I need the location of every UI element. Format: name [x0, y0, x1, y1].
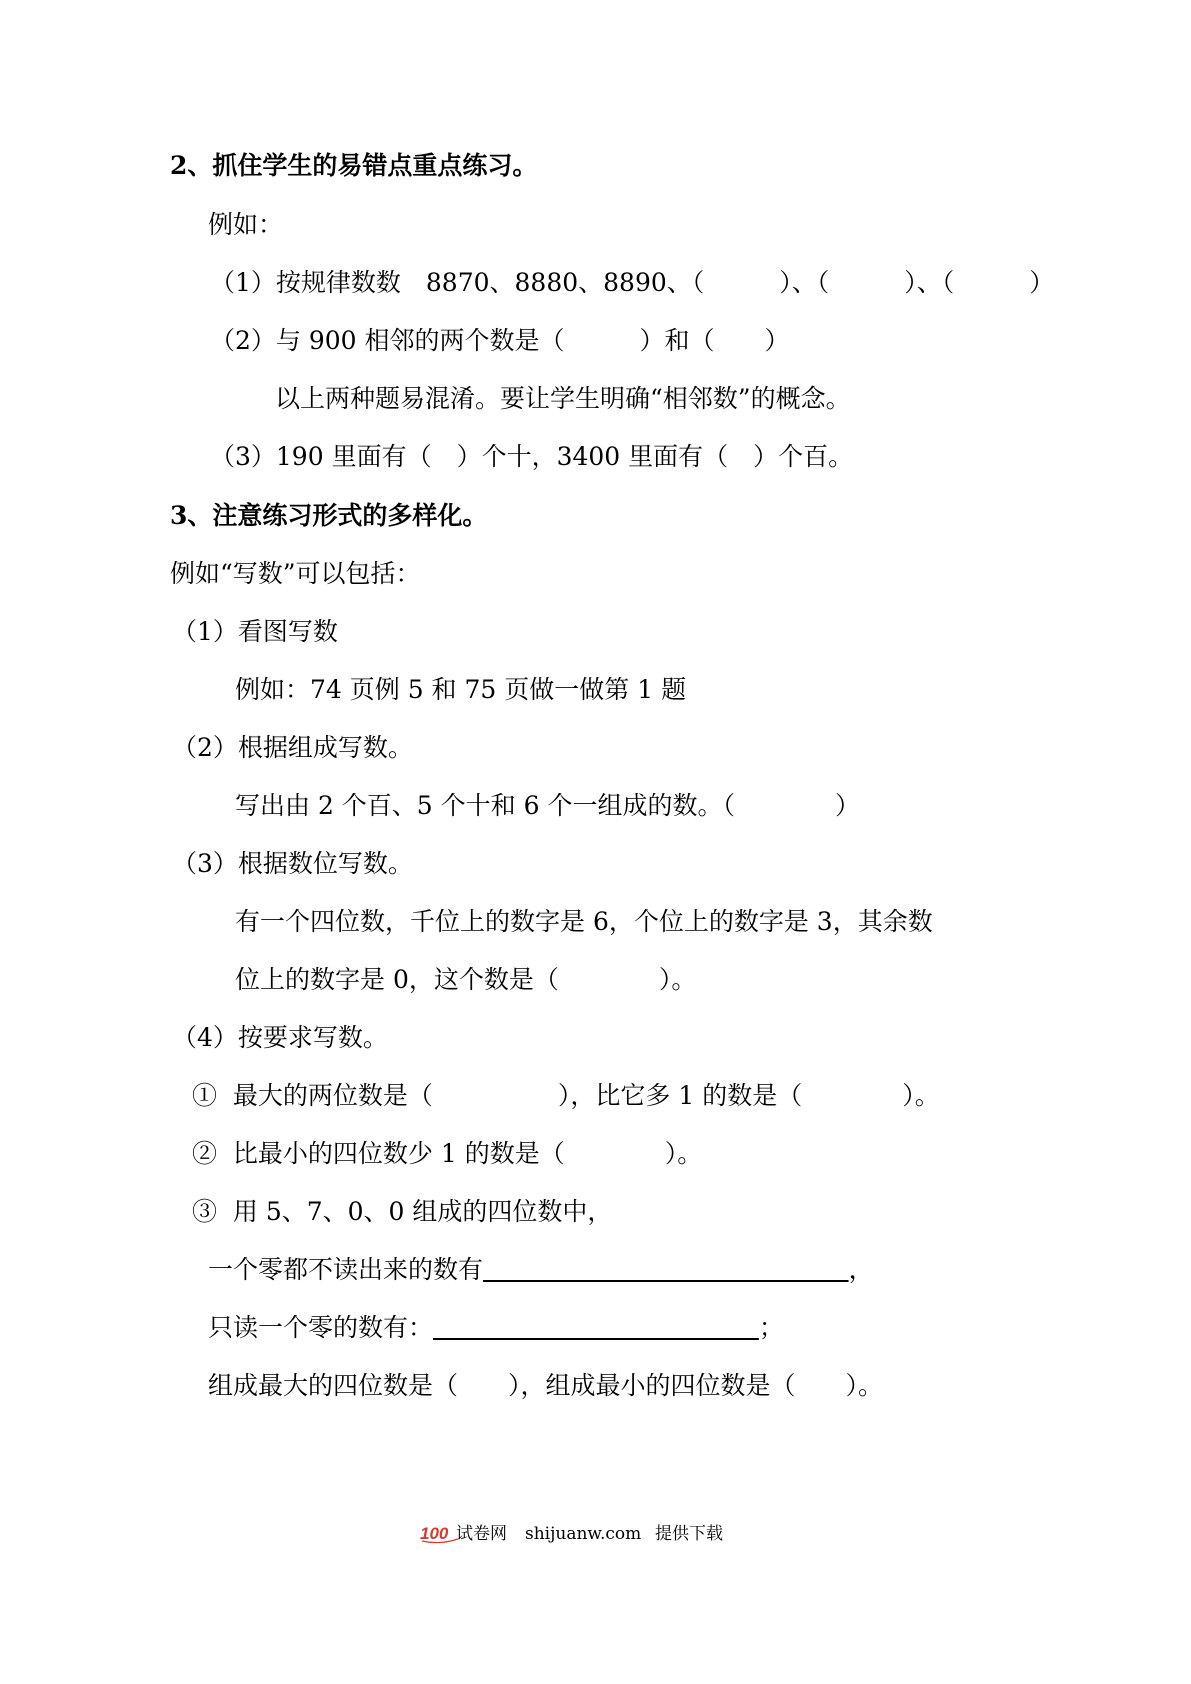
fill-line-b-label: 只读一个零的数有：	[208, 1313, 434, 1342]
intro-text: 例如“写数”可以包括：	[170, 559, 421, 588]
fill-line-a-label: 一个零都不读出来的数有	[208, 1255, 484, 1284]
footer-site-name: 试卷网	[456, 1524, 507, 1544]
question-2: （2）与 900 相邻的两个数是（ ）和（ ）	[210, 326, 790, 355]
fill-line-a	[208, 1254, 874, 1286]
item-1-example: 例如：74 页例 5 和 75 页做一做第 1 题	[235, 675, 687, 704]
item-1-title: （1）看图写数	[172, 617, 338, 646]
fill-line-b-blank	[433, 1313, 759, 1342]
item-4-sub-2: ② 比最小的四位数少 1 的数是（ ）。	[192, 1139, 703, 1168]
item-4-sub-3: ③ 用 5、7、0、0 组成的四位数中，	[192, 1197, 613, 1226]
section-heading-2: 2、抓住学生的易错点重点练习。	[170, 151, 538, 180]
item-4-sub-1: ① 最大的两位数是（ ），比它多 1 的数是（ ）。	[192, 1081, 940, 1110]
logo-text: 100	[420, 1524, 449, 1543]
item-2-text: 写出由 2 个百、5 个十和 6 个一组成的数。（ ）	[235, 791, 860, 820]
question-1: （1）按规律数数 8870、8880、8890、（ ）、（ ）、（ ）	[210, 268, 1055, 297]
fill-line-b-end: ；	[758, 1313, 784, 1342]
example-label: 例如：	[208, 210, 284, 239]
item-2-title: （2）根据组成写数。	[172, 733, 413, 762]
note-text: 以上两种题易混淆。要让学生明确“相邻数”的概念。	[275, 384, 851, 413]
item-4-title: （4）按要求写数。	[172, 1023, 388, 1052]
fill-line-a-end: ，	[848, 1255, 874, 1284]
section-heading-3: 3、注意练习形式的多样化。	[170, 501, 488, 530]
question-3: （3）190 里面有（ ）个十，3400 里面有（ ）个百。	[210, 442, 854, 471]
item-3-title: （3）根据数位写数。	[172, 849, 413, 878]
item-3-line-1: 有一个四位数，千位上的数字是 6，个位上的数字是 3，其余数	[235, 907, 933, 936]
fill-line-a-blank	[483, 1255, 849, 1284]
footer-tagline: 提供下载	[655, 1524, 723, 1544]
fill-line-c: 组成最大的四位数是（ ），组成最小的四位数是（ ）。	[208, 1371, 884, 1400]
fill-line-b	[208, 1312, 784, 1344]
footer-url[interactable]: shijuanw.com	[525, 1524, 642, 1544]
footer-sitename-wrap	[420, 1522, 507, 1546]
item-3-line-2: 位上的数字是 0，这个数是（ ）。	[235, 965, 697, 994]
